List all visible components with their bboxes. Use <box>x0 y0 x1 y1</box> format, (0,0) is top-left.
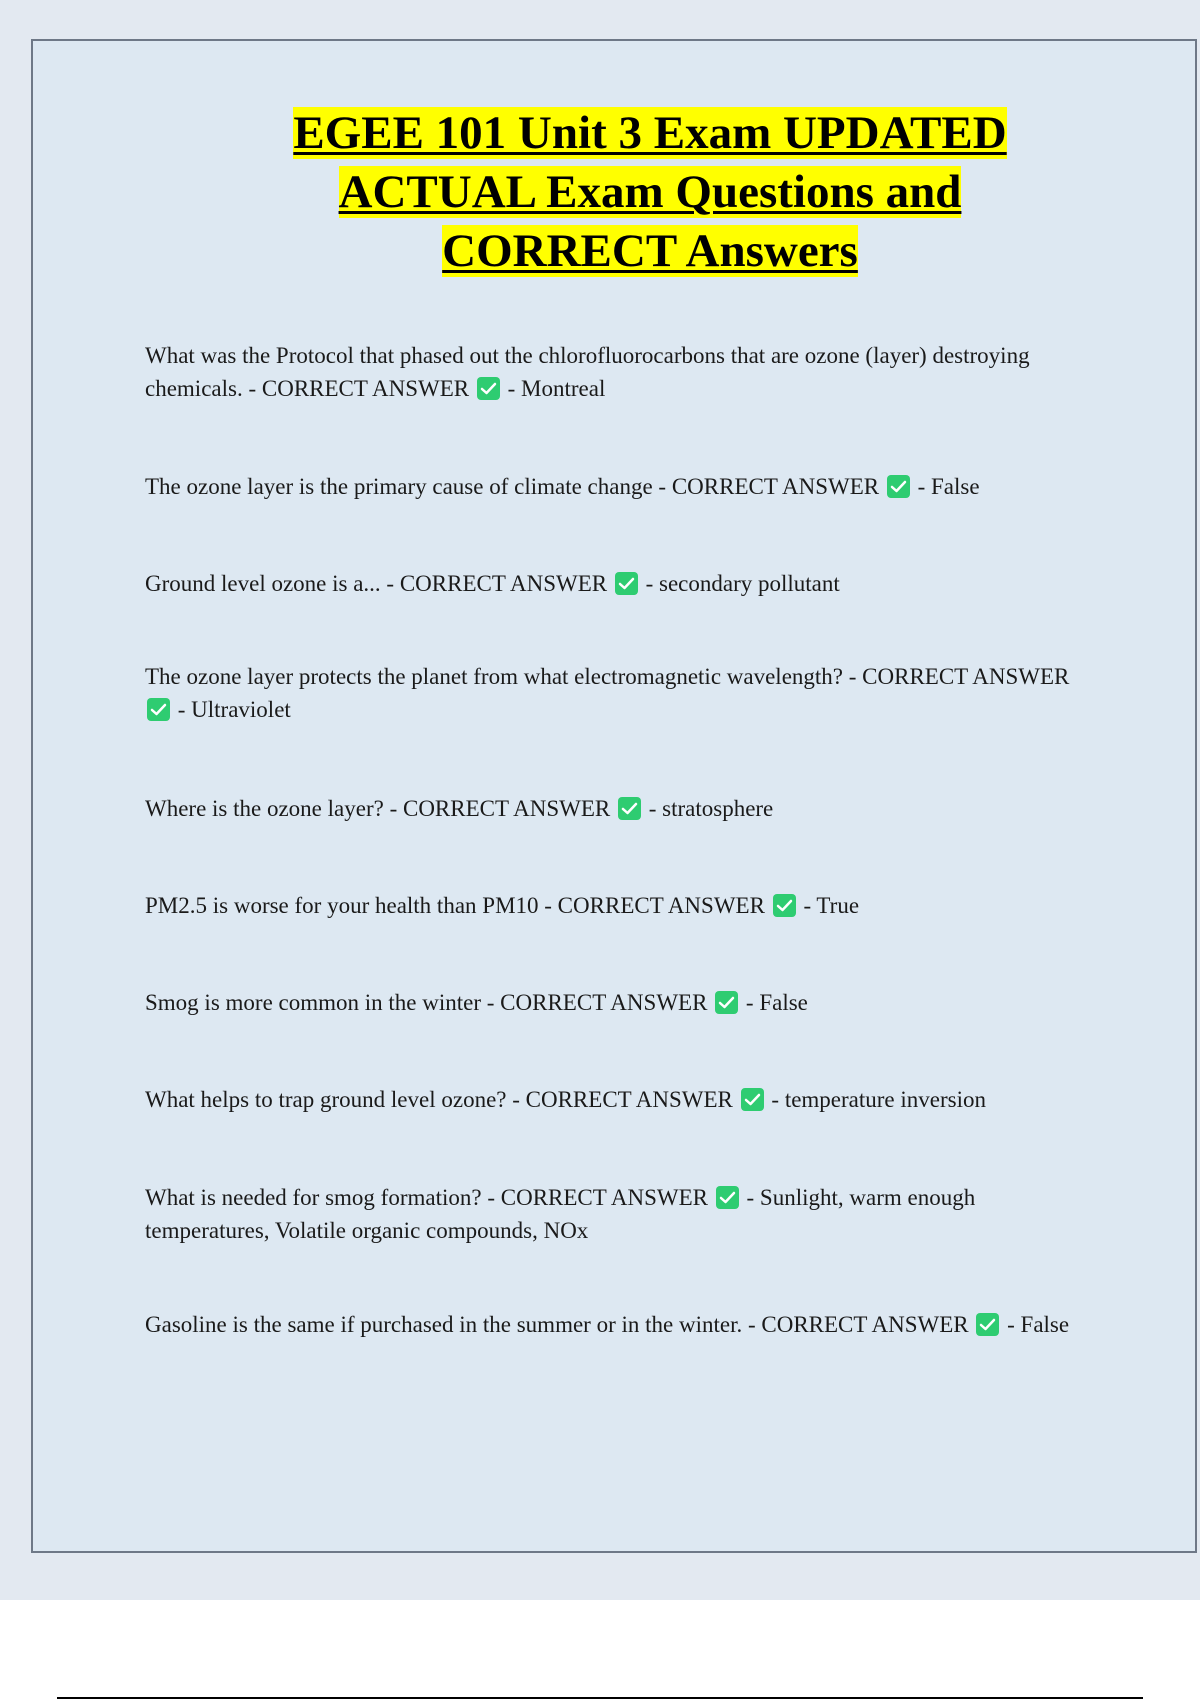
qa-item <box>145 660 1085 726</box>
answer-text: - Montreal <box>507 376 606 401</box>
question-text: The ozone layer is the primary cause of climate change - CORRECT ANSWER <box>145 474 880 499</box>
check-mark-icon <box>615 572 638 595</box>
question-text: Smog is more common in the winter - CORRECT ANSWER <box>145 990 708 1015</box>
qa-item <box>145 1083 1085 1116</box>
title-line-3: CORRECT Answers <box>442 225 858 277</box>
title-line-1: EGEE 101 Unit 3 Exam UPDATED <box>293 107 1007 159</box>
qa-item <box>145 1308 1085 1341</box>
qa-item <box>145 339 1085 405</box>
qa-item <box>145 470 1085 503</box>
bottom-divider <box>57 1697 1143 1699</box>
answer-text: - False <box>1007 1312 1070 1337</box>
check-mark-icon <box>147 698 170 721</box>
answer-text: - Sunlight, warm enough temperatures, Volatile organic compounds, NOx <box>145 1185 976 1243</box>
question-text: What was the Protocol that phased out the chlorofluorocarbons that are ozone (layer) destroying chemicals. - CORRECT ANSWER <box>145 343 1030 401</box>
check-mark-icon <box>618 797 641 820</box>
question-text: Where is the ozone layer? - CORRECT ANSWER <box>145 796 611 821</box>
qa-item <box>145 792 1085 825</box>
question-text: The ozone layer protects the planet from what electromagnetic wavelength? - CORRECT ANSWER <box>145 664 1070 689</box>
question-text: PM2.5 is worse for your health than PM10 - CORRECT ANSWER <box>145 893 765 918</box>
check-mark-icon <box>976 1313 999 1336</box>
answer-text: - stratosphere <box>648 796 774 821</box>
question-text: What helps to trap ground level ozone? - CORRECT ANSWER <box>145 1087 733 1112</box>
answer-text: - False <box>917 474 980 499</box>
question-text: What is needed for smog formation? - CORRECT ANSWER <box>145 1185 708 1210</box>
qa-item <box>145 1181 1085 1247</box>
question-text: Gasoline is the same if purchased in the summer or in the winter. - CORRECT ANSWER <box>145 1312 969 1337</box>
title-line-2: ACTUAL Exam Questions and <box>338 166 962 218</box>
check-mark-icon <box>715 991 738 1014</box>
qa-item <box>145 567 1085 600</box>
answer-text: - temperature inversion <box>771 1087 986 1112</box>
question-text: Ground level ozone is a... - CORRECT ANSWER <box>145 571 608 596</box>
check-mark-icon <box>773 894 796 917</box>
check-mark-icon <box>477 377 500 400</box>
check-mark-icon <box>887 475 910 498</box>
qa-item <box>145 986 1085 1019</box>
qa-item <box>145 889 1085 922</box>
check-mark-icon <box>716 1186 739 1209</box>
answer-text: - False <box>745 990 808 1015</box>
check-mark-icon <box>741 1088 764 1111</box>
answer-text: - Ultraviolet <box>177 697 291 722</box>
answer-text: - secondary pollutant <box>645 571 840 596</box>
document-title <box>180 104 1120 281</box>
answer-text: - True <box>803 893 860 918</box>
